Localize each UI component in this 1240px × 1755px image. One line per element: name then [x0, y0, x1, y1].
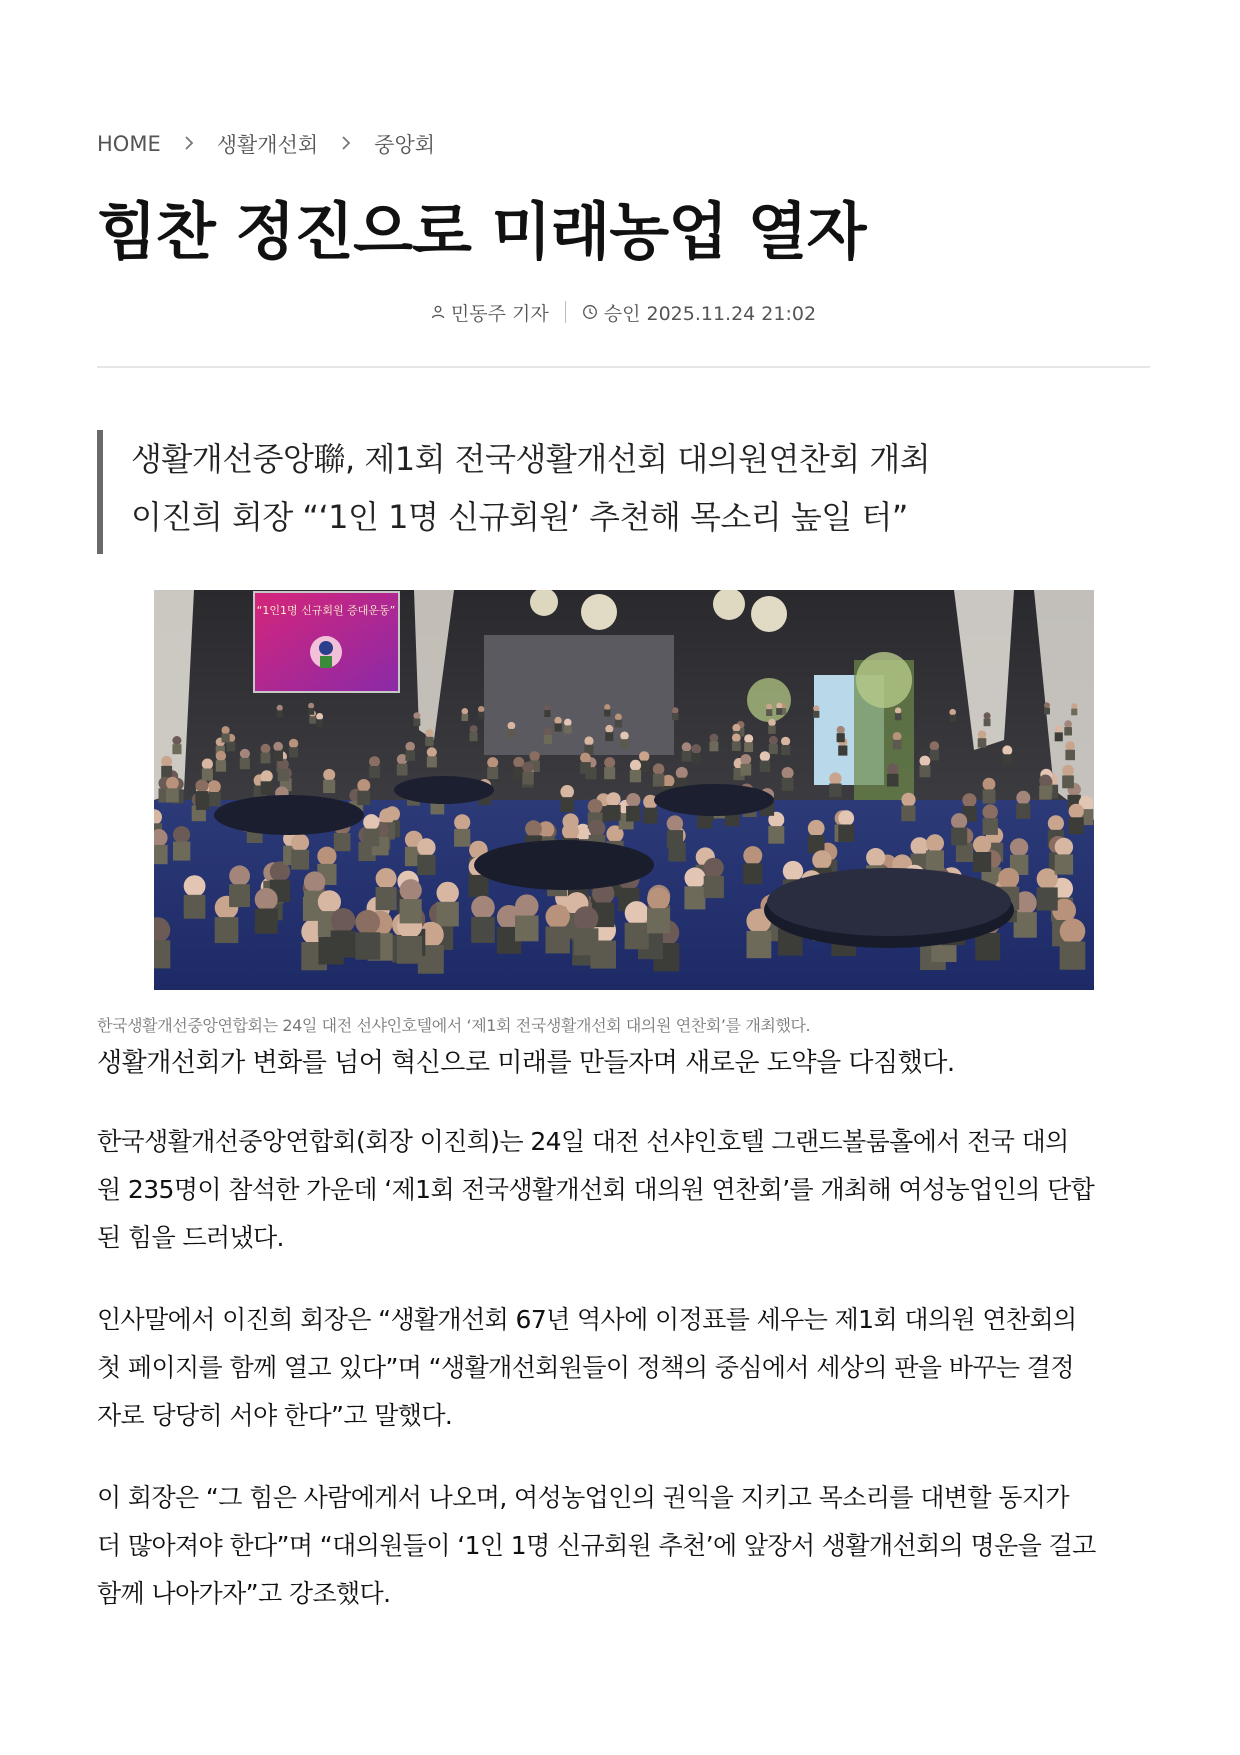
- crowd-figure: [1069, 817, 1084, 834]
- crowd-figure: [672, 713, 679, 720]
- crowd-figure: [920, 765, 931, 777]
- crowd-figure: [1039, 775, 1052, 788]
- paragraph: [97, 1474, 1150, 1618]
- paragraph-line: 더 많아져야 한다”며 “대의원들이 ‘1인 1명 신규회원 추천’에 앞장서 생활개선회의 명운을 걸고: [97, 1531, 1096, 1560]
- crowd-figure: [951, 813, 967, 829]
- crowd-figure: [760, 751, 770, 761]
- crowd-figure: [604, 767, 615, 779]
- crowd-figure: [893, 740, 902, 750]
- crowd-figure: [405, 742, 415, 752]
- crowd-figure: [425, 729, 433, 737]
- crowd-figure: [747, 931, 772, 958]
- crowd-figure: [316, 719, 323, 727]
- crowd-figure: [417, 838, 435, 856]
- crowd-figure: [1060, 918, 1086, 944]
- crowd-figure: [355, 910, 380, 935]
- crowd-figure: [605, 725, 613, 733]
- crowd-figure: [782, 778, 794, 791]
- article-title: 힘찬 정진으로 미래농업 열자: [97, 195, 866, 268]
- crowd-figure: [704, 858, 724, 878]
- crowd-figure: [161, 766, 172, 778]
- crowd-figure: [172, 736, 181, 745]
- crowd-figure: [911, 837, 929, 855]
- crowd-figure: [323, 769, 335, 781]
- crowd-figure: [469, 875, 489, 897]
- crowd-figure: [173, 826, 190, 843]
- crowd-figure: [215, 917, 239, 943]
- crowd-figure: [1055, 732, 1063, 741]
- crowd-figure: [901, 793, 915, 807]
- crowd-figure: [930, 750, 940, 761]
- crowd-figure: [769, 744, 778, 754]
- crowd-figure: [1010, 838, 1028, 856]
- crowd-figure: [1014, 912, 1037, 938]
- crowd-figure: [829, 784, 841, 798]
- author-info: [431, 299, 549, 326]
- crowd-figure: [229, 865, 250, 886]
- approval-info: [582, 299, 816, 326]
- crowd-figure: [813, 705, 819, 711]
- crowd-figure: [962, 793, 976, 807]
- crowd-figure: [973, 852, 991, 872]
- crowd-figure: [216, 760, 226, 772]
- crowd-figure: [379, 808, 395, 824]
- article-subtitle: [97, 430, 1131, 554]
- crowd-figure: [1069, 804, 1084, 819]
- crowd-figure: [331, 908, 356, 933]
- crowd-figure: [691, 753, 701, 764]
- crowd-figure: [369, 766, 380, 778]
- crowd-figure: [653, 774, 665, 787]
- crowd-figure: [304, 871, 325, 892]
- crowd-figure: [983, 804, 998, 819]
- byline-divider: [565, 301, 566, 323]
- crowd-figure: [405, 750, 415, 761]
- crowd-figure: [437, 882, 459, 904]
- crowd-figure: [743, 863, 762, 884]
- crowd-figure: [630, 770, 641, 782]
- crowd-figure: [222, 726, 230, 734]
- paragraph-line: 함께 나아가자”고 강조했다.: [97, 1579, 391, 1608]
- crowd-figure: [710, 734, 719, 743]
- approval-time: 승인 2025.11.24 21:02: [603, 302, 817, 325]
- crowd-figure: [740, 754, 751, 765]
- crowd-figure: [544, 710, 550, 717]
- crowd-figure: [522, 772, 533, 785]
- crowd-figure: [926, 850, 944, 870]
- crowd-figure: [454, 814, 470, 830]
- crowd-figure: [334, 833, 351, 851]
- crowd-figure: [1060, 942, 1086, 970]
- crowd-figure: [261, 753, 271, 764]
- crowd-figure: [605, 732, 613, 741]
- crowd-figure: [1055, 854, 1073, 874]
- crowd-figure: [515, 894, 538, 917]
- crowd-figure: [615, 720, 622, 728]
- breadcrumb-home[interactable]: HOME: [97, 132, 161, 156]
- crowd-figure: [743, 846, 762, 865]
- crowd-figure: [838, 810, 854, 826]
- crowd-figure: [604, 704, 610, 710]
- crowd-figure: [222, 734, 230, 743]
- crowd-figure: [1062, 765, 1074, 777]
- crowd-figure: [161, 756, 172, 767]
- crowd-figure: [710, 742, 719, 752]
- crowd-figure: [355, 932, 380, 959]
- crowd-figure: [639, 751, 649, 761]
- crowd-figure: [184, 895, 206, 919]
- crowd-figure: [983, 818, 998, 835]
- crowd-figure: [732, 724, 740, 732]
- crowd-figure: [781, 745, 790, 755]
- crowd-figure: [984, 719, 991, 727]
- crowd-figure: [376, 887, 397, 910]
- crowd-figure: [462, 708, 469, 715]
- crowd-figure: [574, 906, 599, 931]
- crowd-figure: [522, 762, 533, 773]
- crowd-figure: [887, 763, 899, 775]
- crowd-figure: [626, 793, 640, 807]
- chevron-right-icon: [177, 132, 201, 156]
- crowd-figure: [1044, 702, 1050, 708]
- crowd-figure: [487, 767, 498, 779]
- person-icon: [431, 305, 445, 319]
- crowd-figure: [470, 732, 478, 741]
- byline: [97, 297, 1150, 327]
- crowd-figure: [1062, 775, 1074, 788]
- crowd-figure: [357, 791, 370, 805]
- crowd-figure: [154, 940, 170, 968]
- crowd-figure: [202, 759, 213, 770]
- crowd-figure: [744, 734, 753, 743]
- crowd-figure: [357, 779, 370, 792]
- crowd-figure: [471, 917, 495, 943]
- crowd-figure: [562, 823, 579, 840]
- crowd-figure: [653, 763, 665, 775]
- crowd-figure: [837, 733, 845, 742]
- crowd-figure: [685, 867, 706, 888]
- crowd-figure: [998, 868, 1019, 889]
- crowd-figure: [984, 712, 991, 719]
- paragraph-line: 한국생활개선중앙연합회(회장 이진희)는 24일 대전 선샤인호텔 그랜드볼룸홀에서 전국 대의: [97, 1127, 1069, 1156]
- subtitle-line: 이진희 회장 “‘1인 1명 신규회원’ 추천해 목소리 높일 터”: [131, 498, 908, 536]
- crowd-figure: [273, 751, 283, 762]
- crowd-figure: [1055, 725, 1063, 733]
- crowd-figure: [1016, 791, 1030, 805]
- crowd-figure: [620, 732, 629, 741]
- crowd-figure: [1064, 720, 1072, 728]
- crowd-figure: [606, 792, 620, 806]
- crowd-figure: [172, 744, 181, 754]
- crowd-figure: [588, 799, 603, 814]
- crowd-figure: [684, 886, 705, 909]
- crowd-figure: [604, 757, 615, 768]
- crowd-figure: [317, 847, 336, 866]
- crowd-figure: [589, 820, 606, 837]
- crowd-figure: [625, 923, 649, 950]
- clock-icon: [582, 304, 598, 320]
- crowd-figure: [978, 738, 987, 747]
- crowd-figure: [625, 901, 649, 925]
- crowd-figure: [887, 774, 899, 787]
- crowd-figure: [930, 741, 940, 751]
- crowd-figure: [525, 820, 542, 837]
- crowd-figure: [273, 742, 283, 752]
- paragraph-line: 첫 페이지를 함께 열고 있다”며 “생활개선회원들이 정책의 중심에서 세상의 판을 바꾸는 결정: [97, 1353, 1074, 1382]
- crowd-figure: [544, 705, 550, 711]
- crowd-figure: [546, 905, 570, 929]
- crowd-figure: [309, 716, 316, 723]
- crowd-figure: [546, 927, 570, 954]
- crowd-figure: [560, 797, 574, 812]
- paragraph: [97, 1296, 1150, 1440]
- crowd-figure: [781, 737, 790, 746]
- crowd-figure: [195, 791, 208, 805]
- crowd-figure: [278, 769, 289, 781]
- crowd-figure: [261, 781, 273, 794]
- crowd-figure: [216, 751, 226, 761]
- breadcrumb-section[interactable]: 생활개선회: [216, 133, 319, 157]
- crowd-figure: [478, 706, 484, 712]
- paragraph-line: 인사말에서 이진희 회장은 “생활개선회 67년 역사에 이정표를 세우는 제1회 대의원 연찬회의: [97, 1305, 1077, 1334]
- crowd-figure: [208, 792, 221, 806]
- crowd-figure: [507, 729, 515, 738]
- crowd-figure: [760, 761, 771, 773]
- article-photo: [154, 590, 1094, 990]
- crowd-figure: [229, 884, 250, 907]
- crowd-figure: [397, 936, 422, 964]
- banner-text: “1인1명 신규회원 증대운동”: [256, 604, 396, 617]
- crowd-figure: [560, 785, 574, 799]
- crowd-figure: [1064, 727, 1072, 735]
- crowd-figure: [837, 726, 845, 734]
- crowd-figure: [606, 805, 620, 821]
- paragraph-line: 이 회장은 “그 힘은 사람에게서 나오며, 여성농업인의 권익을 지키고 목소리를 대변할 동지가: [97, 1483, 1069, 1512]
- crowd-figure: [515, 916, 539, 942]
- author-name[interactable]: 민동주 기자: [450, 302, 549, 325]
- crowd-figure: [768, 826, 784, 844]
- breadcrumb-subsection[interactable]: 중앙회: [374, 133, 436, 157]
- crowd-figure: [564, 725, 572, 733]
- crowd-figure: [768, 719, 776, 727]
- crowd-figure: [529, 751, 539, 761]
- crowd-figure: [574, 928, 599, 955]
- crowd-figure: [741, 764, 752, 776]
- crowd-figure: [1065, 750, 1075, 761]
- crowd-figure: [289, 747, 298, 757]
- crowd-figure: [973, 836, 991, 854]
- crowd-figure: [682, 751, 692, 762]
- crowd-figure: [580, 753, 591, 764]
- crowd-figure: [1002, 745, 1012, 755]
- crowd-figure: [620, 739, 629, 749]
- crowd-figure: [316, 713, 323, 720]
- crowd-figure: [783, 861, 803, 881]
- crowd-figure: [975, 933, 1000, 961]
- crowd-figure: [437, 902, 459, 927]
- crowd-figure: [308, 708, 314, 715]
- crowd-figure: [691, 744, 701, 754]
- crowd-figure: [240, 749, 250, 759]
- crowd-figure: [369, 756, 380, 767]
- crowd-figure: [555, 723, 562, 731]
- crowd-figure: [667, 815, 683, 831]
- crowd-figure: [951, 828, 967, 846]
- crowd-figure: [1071, 703, 1077, 709]
- crowd-figure: [208, 780, 221, 793]
- crowd-figure: [261, 744, 271, 754]
- crowd-figure: [425, 737, 434, 746]
- breadcrumb: [97, 128, 435, 160]
- crowd-figure: [769, 736, 778, 745]
- paragraph-line: 된 힘을 드러냈다.: [97, 1223, 284, 1252]
- crowd-figure: [838, 825, 854, 842]
- crowd-figure: [255, 888, 278, 911]
- crowd-figure: [978, 730, 987, 739]
- crowd-figure: [704, 876, 724, 898]
- crowd-figure: [732, 733, 741, 742]
- crowd-figure: [1037, 887, 1058, 910]
- crowd-figure: [829, 772, 841, 784]
- crowd-figure: [173, 842, 190, 861]
- crowd-figure: [564, 719, 572, 727]
- crowd-figure: [920, 756, 931, 767]
- crowd-figure: [630, 760, 641, 771]
- crowd-figure: [240, 758, 250, 769]
- crowd-figure: [782, 767, 794, 779]
- paragraph-line: 원 235명이 참석한 가운데 ‘제1회 전국생활개선회 대의원 연찬회’를 개최해 여성농업인의 단합: [97, 1175, 1095, 1204]
- crowd-figure: [255, 909, 278, 934]
- crowd-figure: [166, 777, 179, 790]
- crowd-figure: [776, 703, 782, 709]
- crowd-figure: [478, 712, 484, 719]
- crowd-figure: [184, 875, 206, 897]
- crowd-figure: [1071, 709, 1077, 716]
- crowd-figure: [949, 709, 956, 716]
- crowd-figure: [866, 848, 885, 867]
- crowd-figure: [400, 879, 422, 901]
- paragraph: [97, 1118, 1150, 1262]
- crowd-figure: [893, 732, 902, 741]
- crowd-figure: [682, 742, 692, 752]
- crowd-figure: [462, 714, 469, 721]
- crowd-figure: [667, 830, 683, 848]
- crowd-figure: [926, 834, 944, 852]
- crowd-figure: [983, 778, 996, 791]
- crowd-figure: [226, 742, 235, 752]
- crowd-figure: [202, 769, 213, 781]
- crowd-figure: [277, 705, 283, 711]
- crowd-figure: [1055, 838, 1073, 856]
- crowd-figure: [1016, 803, 1030, 819]
- crowd-figure: [554, 717, 561, 724]
- crowd-figure: [487, 757, 498, 768]
- crowd-figure: [454, 829, 470, 847]
- crowd-figure: [949, 715, 956, 722]
- crowd-figure: [672, 707, 678, 713]
- crowd-figure: [376, 868, 397, 889]
- crowd-figure: [471, 896, 495, 920]
- crowd-figure: [363, 814, 379, 830]
- crowd-figure: [1002, 754, 1012, 765]
- crowd-figure: [1044, 708, 1050, 715]
- crowd-figure: [768, 726, 776, 734]
- crowd-figure: [277, 710, 283, 717]
- crowd-figure: [1065, 741, 1075, 751]
- crowd-figure: [812, 850, 831, 869]
- crowd-figure: [289, 739, 298, 748]
- crowd-figure: [413, 712, 420, 719]
- crowd-figure: [838, 746, 847, 756]
- photo-caption: 한국생활개선중앙연합회는 24일 대전 선샤인호텔에서 ‘제1회 전국생활개선회 대의원 연찬회’를 개최했다.: [97, 1016, 811, 1035]
- crowd-figure: [732, 741, 741, 751]
- crowd-figure: [1039, 786, 1052, 800]
- crowd-figure: [604, 710, 610, 717]
- crowd-figure: [676, 767, 688, 779]
- crowd-figure: [901, 806, 915, 822]
- crowd-figure: [323, 780, 335, 793]
- crowd-figure: [544, 735, 552, 744]
- crowd-figure: [580, 762, 591, 774]
- crowd-figure: [626, 806, 640, 822]
- header-divider: [97, 366, 1150, 368]
- chevron-right-icon: [334, 132, 358, 156]
- crowd-figure: [363, 829, 379, 847]
- crowd-figure: [776, 708, 782, 715]
- crowd-figure: [427, 756, 437, 767]
- crowd-figure: [813, 711, 819, 718]
- crowd-figure: [1048, 815, 1064, 831]
- crowd-figure: [983, 789, 996, 803]
- crowd-figure: [261, 770, 273, 782]
- crowd-figure: [166, 788, 179, 802]
- crowd-figure: [615, 714, 622, 721]
- crowd-figure: [956, 843, 973, 862]
- crowd-figure: [744, 742, 753, 752]
- crowd-figure: [544, 727, 552, 735]
- crowd-figure: [397, 764, 408, 776]
- crowd-figure: [895, 713, 902, 720]
- crowd-figure: [331, 930, 356, 957]
- crowd-figure: [808, 820, 825, 837]
- crowd-figure: [766, 709, 772, 716]
- crowd-figure: [154, 845, 168, 864]
- article-lead: 생활개선회가 변화를 넘어 혁신으로 미래를 만들자며 새로운 도약을 다짐했다.: [97, 1048, 955, 1078]
- crowd-figure: [291, 850, 309, 870]
- crowd-figure: [400, 899, 422, 923]
- crowd-figure: [195, 779, 208, 792]
- crowd-figure: [1037, 868, 1058, 889]
- crowd-figure: [766, 704, 772, 710]
- crowd-figure: [647, 888, 670, 911]
- crowd-figure: [427, 747, 437, 757]
- crowd-figure: [470, 725, 478, 733]
- crowd-figure: [895, 707, 901, 713]
- crowd-figure: [308, 703, 314, 709]
- paragraph-line: 자로 당당히 서야 한다”고 말했다.: [97, 1401, 453, 1430]
- crowd-figure: [417, 855, 435, 875]
- crowd-figure: [291, 834, 309, 852]
- crowd-figure: [647, 908, 670, 933]
- crowd-figure: [584, 736, 593, 745]
- crowd-figure: [643, 808, 657, 824]
- crowd-figure: [508, 722, 516, 730]
- subtitle-line: 생활개선중앙聯, 제1회 전국생활개선회 대의원연찬회 개최: [131, 440, 931, 478]
- crowd-figure: [413, 719, 420, 727]
